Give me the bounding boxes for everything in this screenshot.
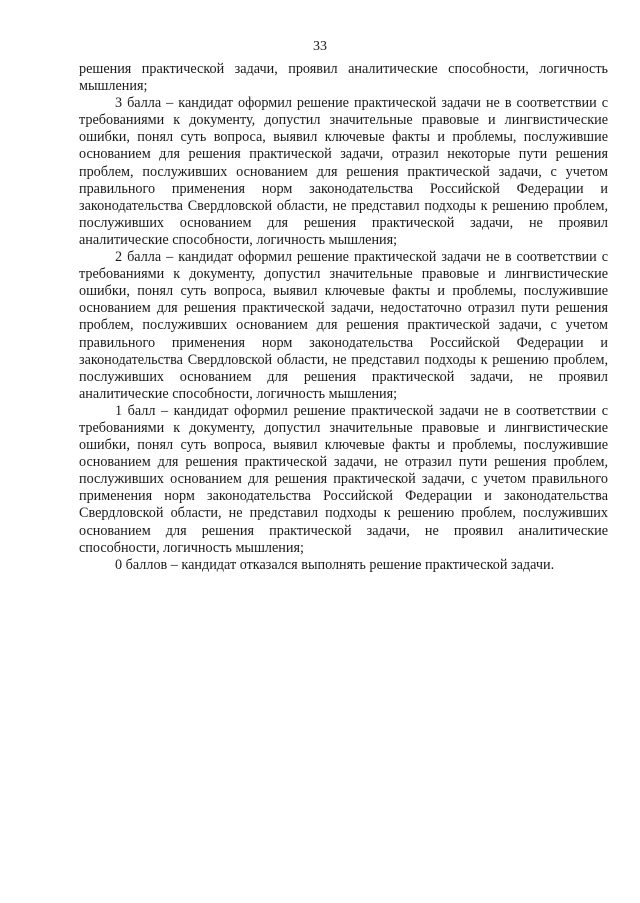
- document-body: [79, 61, 608, 574]
- paragraph-continuation: решения практической задачи, проявил аналитические способности, логичность мышления;: [79, 61, 608, 95]
- paragraph-2-points: 2 балла – кандидат оформил решение практической задачи не в соответствии с требованиями к документу, допустил значительные правовые и лингвистические ошибки, понял суть вопроса, выявил ключевые факты и проблемы, послужившие основанием для решения практической задачи, недостаточно отразил пути решения проблем, послуживших основанием для решения практической задачи, с учетом правильного применения норм законодательства Российской Федерации и законодательства Свердловской области, не представил подходы к решению проблем, послуживших основанием для решения практической задачи, не проявил аналитические способности, логичность мышления;: [79, 249, 608, 402]
- paragraph-0-points: 0 баллов – кандидат отказался выполнять решение практической задачи.: [115, 556, 555, 573]
- page-number: 33: [313, 39, 327, 54]
- paragraph-1-point: 1 балл – кандидат оформил решение практической задачи не в соответствии с требованиями к документу, допустил значительные правовые и лингвистические ошибки, понял суть вопроса, выявил ключевые факты и проблемы, послужившие основанием для решения практической задачи, не отразил пути решения проблем, послуживших основанием для решения практической задачи, с учетом правильного применения норм законодательства Российской Федерации и законодательства Свердловской области, не представил подходы к решению проблем, послуживших основанием для решения практической задачи, не проявил аналитические способности, логичность мышления;: [79, 402, 608, 556]
- paragraph-3-points: 3 балла – кандидат оформил решение практической задачи не в соответствии с требованиями к документу, допустил значительные правовые и лингвистические ошибки, понял суть вопроса, выявил ключевые факты и проблемы, послужившие основанием для решения практической задачи, отразил некоторые пути решения проблем, послуживших основанием для решения практической задачи, с учетом правильного применения норм законодательства Российской Федерации и законодательства Свердловской области, не представил подходы к решению проблем, послуживших основанием для решения практической задачи, не проявил аналитические способности, логичность мышления;: [79, 95, 608, 248]
